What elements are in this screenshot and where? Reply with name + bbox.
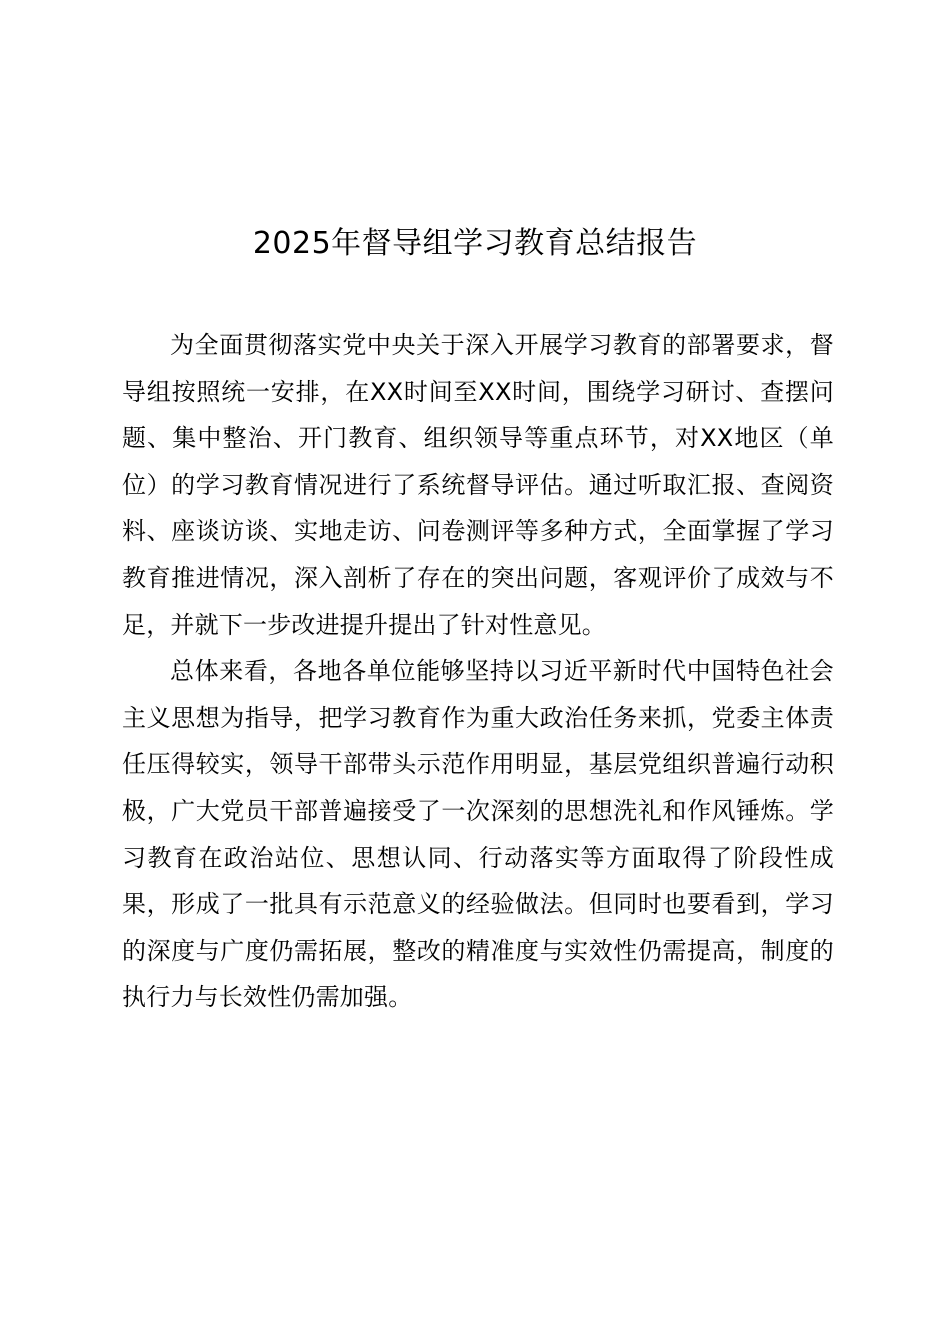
paragraph-overall: 总体来看，各地各单位能够坚持以习近平新时代中国特色社会主义思想为指导，把学习教育作为重大政治任务来抓，党委主体责任压得较实，领导干部带头示范作用明显，基层党组织普遍行动积极，广大党员干部普遍接受了一次深刻的思想洗礼和作风锤炼。学习教育在政治站位、思想认同、行动落实等方面取得了阶段性成果，形成了一批具有示范意义的经验做法。但同时也要看到，学习的深度与广度仍需拓展，整改的精准度与实效性仍需提高，制度的执行力与长效性仍需加强。 [122,657,834,1012]
document-body [122,322,834,1021]
document-title: 2025年督导组学习教育总结报告 [252,226,698,261]
paragraph-intro: 为全面贯彻落实党中央关于深入开展学习教育的部署要求，督导组按照统一安排，在XX时间至XX时间，围绕学习研讨、查摆问题、集中整治、开门教育、组织领导等重点环节，对XX地区（单位）的学习教育情况进行了系统督导评估。通过听取汇报、查阅资料、座谈访谈、实地走访、问卷测评等多种方式，全面掌握了学习教育推进情况，深入剖析了存在的突出问题，客观评价了成效与不足，并就下一步改进提升提出了针对性意见。 [122,331,834,639]
